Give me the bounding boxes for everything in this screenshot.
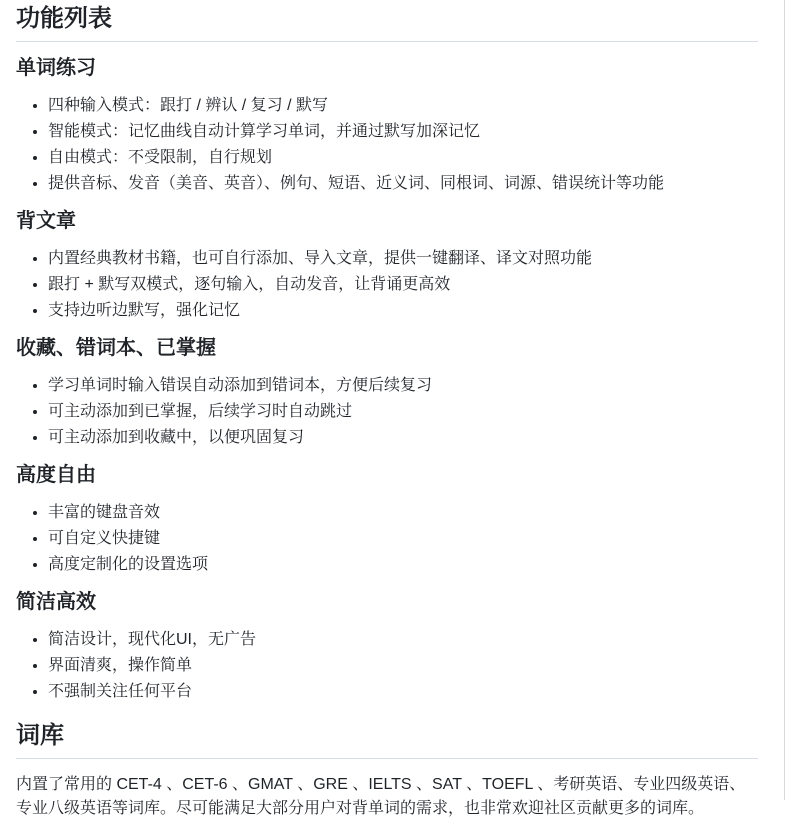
list-item: • 可主动添加到收藏中，以便巩固复习 (48, 425, 758, 451)
feature-list-simple-efficient (16, 627, 758, 705)
feature-list-high-freedom (16, 500, 758, 578)
list-item: • 内置经典教材书籍，也可自行添加、导入文章，提供一键翻译、译文对照功能 (48, 246, 758, 272)
list-item: • 简洁设计，现代化UI，无广告 (48, 627, 758, 653)
lexicon-title: 词库 (16, 721, 758, 759)
list-item: • 丰富的键盘音效 (48, 500, 758, 526)
section-heading-word-practice: 单词练习 (16, 57, 96, 79)
feature-list-word-practice (16, 93, 758, 197)
list-item: • 不强制关注任何平台 (48, 679, 758, 705)
list-item: • 跟打 + 默写双模式，逐句输入，自动发音，让背诵更高效 (48, 272, 758, 298)
right-border-divider (784, 0, 785, 800)
list-item: • 可主动添加到已掌握，后续学习时自动跳过 (48, 399, 758, 425)
section-heading-article-recitation: 背文章 (16, 210, 76, 232)
list-item: • 可自定义快捷键 (48, 526, 758, 552)
section-article-recitation (16, 209, 758, 324)
section-collections-wrongbook-mastered (16, 336, 758, 451)
lexicon-paragraph: 内置了常用的 CET-4 、CET-6 、GMAT 、GRE 、IELTS 、SAT 、TOEFL 、考研英语、专业四级英语、专业八级英语等词库。尽可能满足大部分用户对背单词的需求，也非常欢迎社区贡献更多的词库。 (16, 776, 746, 817)
list-item: • 界面清爽，操作简单 (48, 653, 758, 679)
section-simple-efficient (16, 590, 758, 705)
section-word-practice (16, 56, 758, 197)
list-item: • 自由模式：不受限制，自行规划 (48, 145, 758, 171)
feature-list-collections (16, 373, 758, 451)
section-heading-collections: 收藏、错词本、已掌握 (16, 337, 216, 359)
list-item: • 提供音标、发音（美音、英音）、例句、短语、近义词、同根词、词源、错误统计等功能 (48, 171, 758, 197)
list-item: • 学习单词时输入错误自动添加到错词本，方便后续复习 (48, 373, 758, 399)
list-item: • 高度定制化的设置选项 (48, 552, 758, 578)
feature-list-article-recitation (16, 246, 758, 324)
section-heading-simple-efficient: 简洁高效 (16, 591, 96, 613)
page-title: 功能列表 (16, 4, 758, 42)
list-item: • 智能模式：记忆曲线自动计算学习单词，并通过默写加深记忆 (48, 119, 758, 145)
list-item: • 四种输入模式：跟打 / 辨认 / 复习 / 默写 (48, 93, 758, 119)
list-item: • 支持边听边默写，强化记忆 (48, 298, 758, 324)
section-high-freedom (16, 463, 758, 578)
section-heading-high-freedom: 高度自由 (16, 464, 96, 486)
